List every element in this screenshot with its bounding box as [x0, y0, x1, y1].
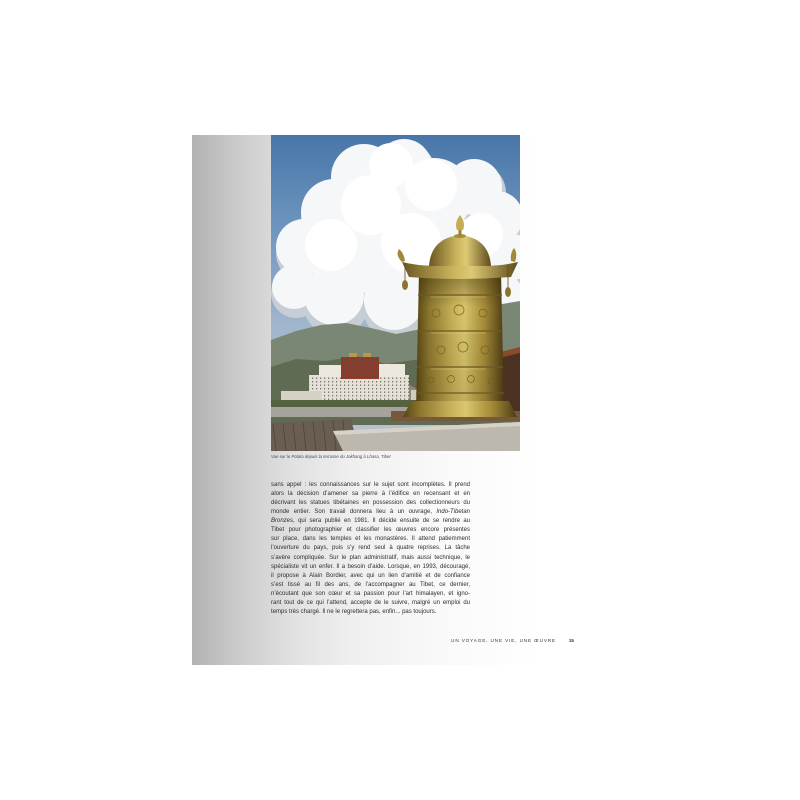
body-line — [271, 517, 470, 526]
body-line: spécialiste vit un enfer. Il a besoin d’aide. Lorsque, en 1993, découragé, — [271, 563, 470, 570]
body-line: sur place, dans les temples et les monastères. Il attend patiemment — [271, 536, 470, 543]
body-line: s’est tissé au fil des ans, de l’accompagner au Tibet, ce dernier, — [271, 581, 470, 588]
body-line: temps très chargé. Il ne le regrettera pas, enfin... pas toujours. — [271, 608, 437, 615]
body-line: sans appel : les connaissances sur le sujet sont incomplètes. Il prend — [271, 482, 470, 488]
body-line: rant tout de ce qui l’attend, accepte de le suivre, malgré un emploi du — [271, 599, 470, 606]
body-line: Tibet pour photographier et classifier les œuvres encore présentes — [271, 527, 470, 534]
body-line: s’avère compliquée. Sur le plan administratif, mais aussi technique, le — [271, 554, 470, 561]
photo — [271, 135, 520, 451]
body-line-text: monde entier. Son travail donnera lieu à un ouvrage, — [271, 509, 432, 516]
body-line-text: , qui sera publié en 1981. Il décide ensuite de se rendre au — [293, 518, 470, 525]
book-title-italic: Bronzes — [271, 518, 294, 525]
body-line: alors la décision d’amener sa pierre à l’édifice en recensant et en — [271, 491, 470, 498]
photo-caption: Vue sur le Potala depuis la terrasse du Jokhang à Lhasa, Tibet — [271, 454, 391, 459]
running-title: UN VOYAGE, UNE VIE, UNE ŒUVRE — [451, 638, 556, 643]
book-title-italic: Indo-Tibetan — [436, 509, 470, 516]
body-line: l’ouverture du pays, puis s’y rend seul à quatre reprises. La tâche — [271, 545, 470, 552]
body-paragraph — [271, 481, 470, 617]
body-line: décrivant les statues tibétaines en possession des collectionneurs du — [271, 500, 470, 507]
body-line: n’écoutant que son cœur et sa passion pour l’art himalayen, et igno- — [271, 590, 470, 597]
book-page — [192, 135, 612, 665]
body-line: il propose à Alain Bordier, avec qui un lien d’amitié et de confiance — [271, 572, 470, 579]
page-number: 15 — [568, 638, 574, 643]
body-line — [271, 508, 470, 517]
